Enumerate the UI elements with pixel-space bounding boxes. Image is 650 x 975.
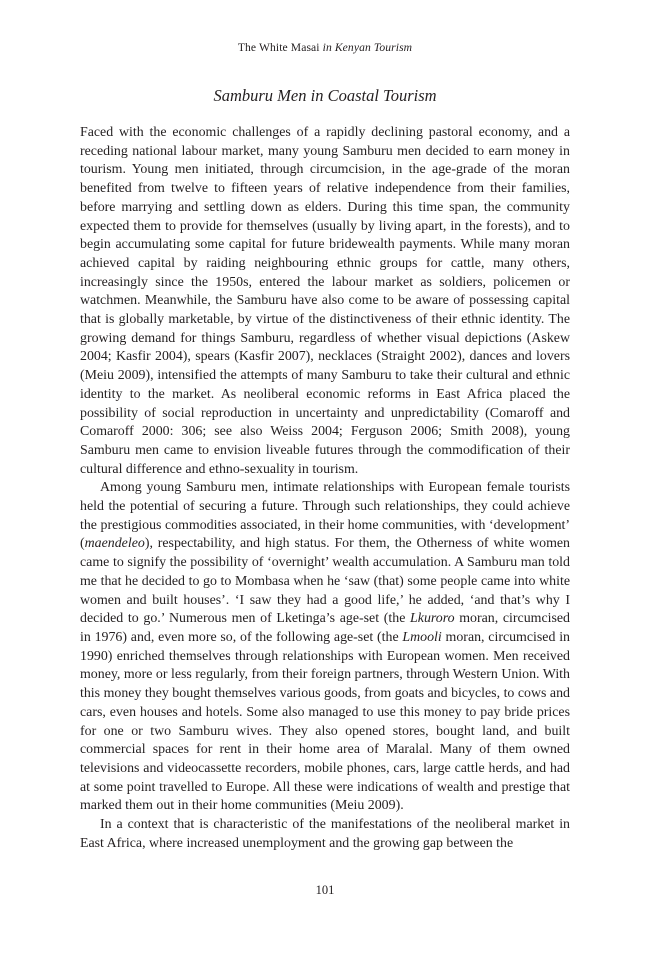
paragraph-text: Faced with the economic challenges of a rapidly declining pastoral economy, and a receding national labour market, many young Samburu men decided to earn money in tourism. Young men initiated, through circumcision, in the age-grade of the moran benefited from twelve to fifteen years of relative independence from their families, before marrying and settling down as elders. During this time span, the community expected them to provide for themselves (usually by living apart, in the forests), and to begin accumulating some capital for future bridewealth payments. While many moran achieved capital by raiding neighbouring ethnic groups for cattle, many others, increasingly since the 1950s, entered the labour market as soldiers, policemen or watchmen. Meanwhile, the Samburu have also come to be aware of possessing capital that is globally marketable, by virtue of the distinctiveness of their ethnic identity. The growing demand for things Samburu, regardless of whether visual depictions (Askew 2004; Kasfir 2004), spears (Kasfir 2007), necklaces (Straight 2002), dances and lovers (Meiu 2009), intensified the attempts of many Samburu to take their cultural and ethnic identity to the market. As neoliberal economic reforms in East Africa placed the possibility of social reproduction in uncertainty and unpredictability (Comaroff and Comaroff 2000: 306; see also Weiss 2004; Ferguson 2006; Smith 2008), young Samburu men came to envision liveable futures through the commodification of their cultural difference and ethno-sexuality in tourism. [80,125,570,477]
paragraph [80,479,570,816]
paragraph-text: moran, circumcised in 1990) enriched themselves through relationships with European women. Men received money, more or less regularly, from their foreign partners, through Western Union. With this money they bought themselves various goods, from goats and bicycles, to cows and cars, even houses and hotels. Some also managed to use this money to pay bride prices for one or two Samburu wives. They also opened stores, bought land, and built commercial spaces for rent in their home area of Maralal. Many of them owned televisions and videocassette recorders, mobile phones, cars, large cattle herds, and had at some point travelled to Europe. All these were indications of wealth and prestige that marked them out in their home communities (Meiu 2009). [80,629,570,814]
section-title: Samburu Men in Coastal Tourism [213,86,437,105]
paragraph-text: Among young Samburu men, intimate relationships with European female tourists held the potential of securing a future. Through such relationships, they could achieve the prestigious commodities associated, in their home communities, with ‘development’ ( [80,480,570,552]
italic-term: Lmooli [402,629,442,645]
paragraph-text: moran, circumcised in 1976) and, even more so, of the following age-set (the [80,611,570,645]
paragraph [80,816,570,853]
running-head-title: The White Masai [237,41,320,54]
page-number: 101 [315,883,335,897]
running-head-subtitle: Kenyan Tourism [334,41,413,54]
italic-term: Lkuroro [410,611,455,627]
paragraph-text: In a context that is characteristic of the manifestations of the neoliberal market in East Africa, where increased unemployment and the growing gap between the [80,817,570,851]
italic-term: maendeleo [84,536,145,552]
paragraph-text: ), respectability, and high status. For them, the Otherness of white women came to signify the possibility of ‘overnight’ wealth accumulation. A Samburu man told me that he decided to go to Mombasa when he ‘saw (that) some people came into white women and built houses’. ‘I saw they had a good life,’ he added, ‘and that’s why I decided to go.’ Numerous men of Lketinga’s age-set (the [80,536,570,627]
body-text [80,124,570,853]
running-head [0,41,650,54]
running-head-in: in [322,41,332,54]
paragraph [80,124,570,479]
